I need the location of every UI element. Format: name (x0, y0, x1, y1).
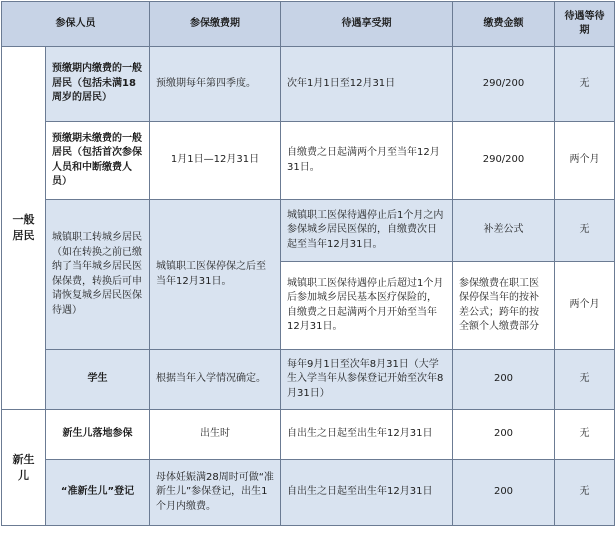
benefit-cell: 次年1月1日至12月31日 (281, 47, 453, 122)
person-cell (46, 200, 150, 350)
amount-cell: 200 (453, 410, 555, 460)
person-cell: 学生 (46, 350, 150, 410)
wait-cell: 无 (555, 47, 615, 122)
amount-cell: 补差公式 (453, 200, 555, 262)
period-cell: 母体妊娠满28周时可做“准新生儿”参保登记，出生1个月内缴费。 (150, 460, 281, 526)
person-cell-text: 城镇职工转城乡居民（如在转换之前已缴纳了当年城乡居民医保保费，转换后可申请恢复城乡居民医保待遇） (52, 232, 142, 316)
wait-cell: 无 (555, 350, 615, 410)
header-benefit: 待遇享受期 (281, 2, 453, 47)
header-person: 参保人员 (2, 2, 150, 47)
amount-cell: 200 (453, 350, 555, 410)
wait-cell: 两个月 (555, 122, 615, 200)
insurance-table (1, 1, 615, 526)
header-amount: 缴费金额 (453, 2, 555, 47)
amount-cell: 290/200 (453, 47, 555, 122)
group-newborn-label: 新生儿 (12, 452, 35, 482)
wait-cell: 无 (555, 200, 615, 262)
amount-cell: 290/200 (453, 122, 555, 200)
period-cell: 1月1日—12月31日 (150, 122, 281, 200)
amount-cell: 200 (453, 460, 555, 526)
wait-cell: 无 (555, 460, 615, 526)
person-cell: 新生儿落地参保 (46, 410, 150, 460)
table-row (2, 410, 615, 460)
person-cell: 预缴期未缴费的一般居民（包括首次参保人员和中断缴费人员） (46, 122, 150, 200)
person-cell: “准新生儿”登记 (46, 460, 150, 526)
person-cell: 预缴期内缴费的一般居民（包括未满18周岁的居民） (46, 47, 150, 122)
group-general (2, 47, 46, 410)
benefit-cell: 城镇职工医保待遇停止后超过1个月后参加城乡居民基本医疗保险的，自缴费之日起满两个月开始至当年12月31日。 (281, 262, 453, 350)
benefit-cell: 自出生之日起至出生年12月31日 (281, 410, 453, 460)
period-cell: 城镇职工医保停保之后至当年12月31日。 (150, 200, 281, 350)
table-row (2, 460, 615, 526)
header-row (2, 2, 615, 47)
period-cell: 根据当年入学情况确定。 (150, 350, 281, 410)
wait-cell: 无 (555, 410, 615, 460)
group-newborn (2, 410, 46, 526)
benefit-cell: 城镇职工医保待遇停止后1个月之内参保城乡居民医保的，自缴费次日起至当年12月31日。 (281, 200, 453, 262)
amount-cell: 参保缴费在职工医保停保当年的按补差公式；跨年的按全额个人缴费部分 (453, 262, 555, 350)
period-cell: 预缴期每年第四季度。 (150, 47, 281, 122)
table-row (2, 200, 615, 262)
table-row (2, 47, 615, 122)
header-period: 参保缴费期 (150, 2, 281, 47)
benefit-cell: 每年9月1日至次年8月31日（大学生入学当年从参保登记开始至次年8月31日） (281, 350, 453, 410)
header-wait: 待遇等待期 (555, 2, 615, 47)
period-cell: 出生时 (150, 410, 281, 460)
group-general-label: 一般居民 (12, 213, 35, 242)
table-row (2, 350, 615, 410)
table-row (2, 122, 615, 200)
wait-cell: 两个月 (555, 262, 615, 350)
benefit-cell: 自缴费之日起满两个月至当年12月31日。 (281, 122, 453, 200)
benefit-cell: 自出生之日起至出生年12月31日 (281, 460, 453, 526)
